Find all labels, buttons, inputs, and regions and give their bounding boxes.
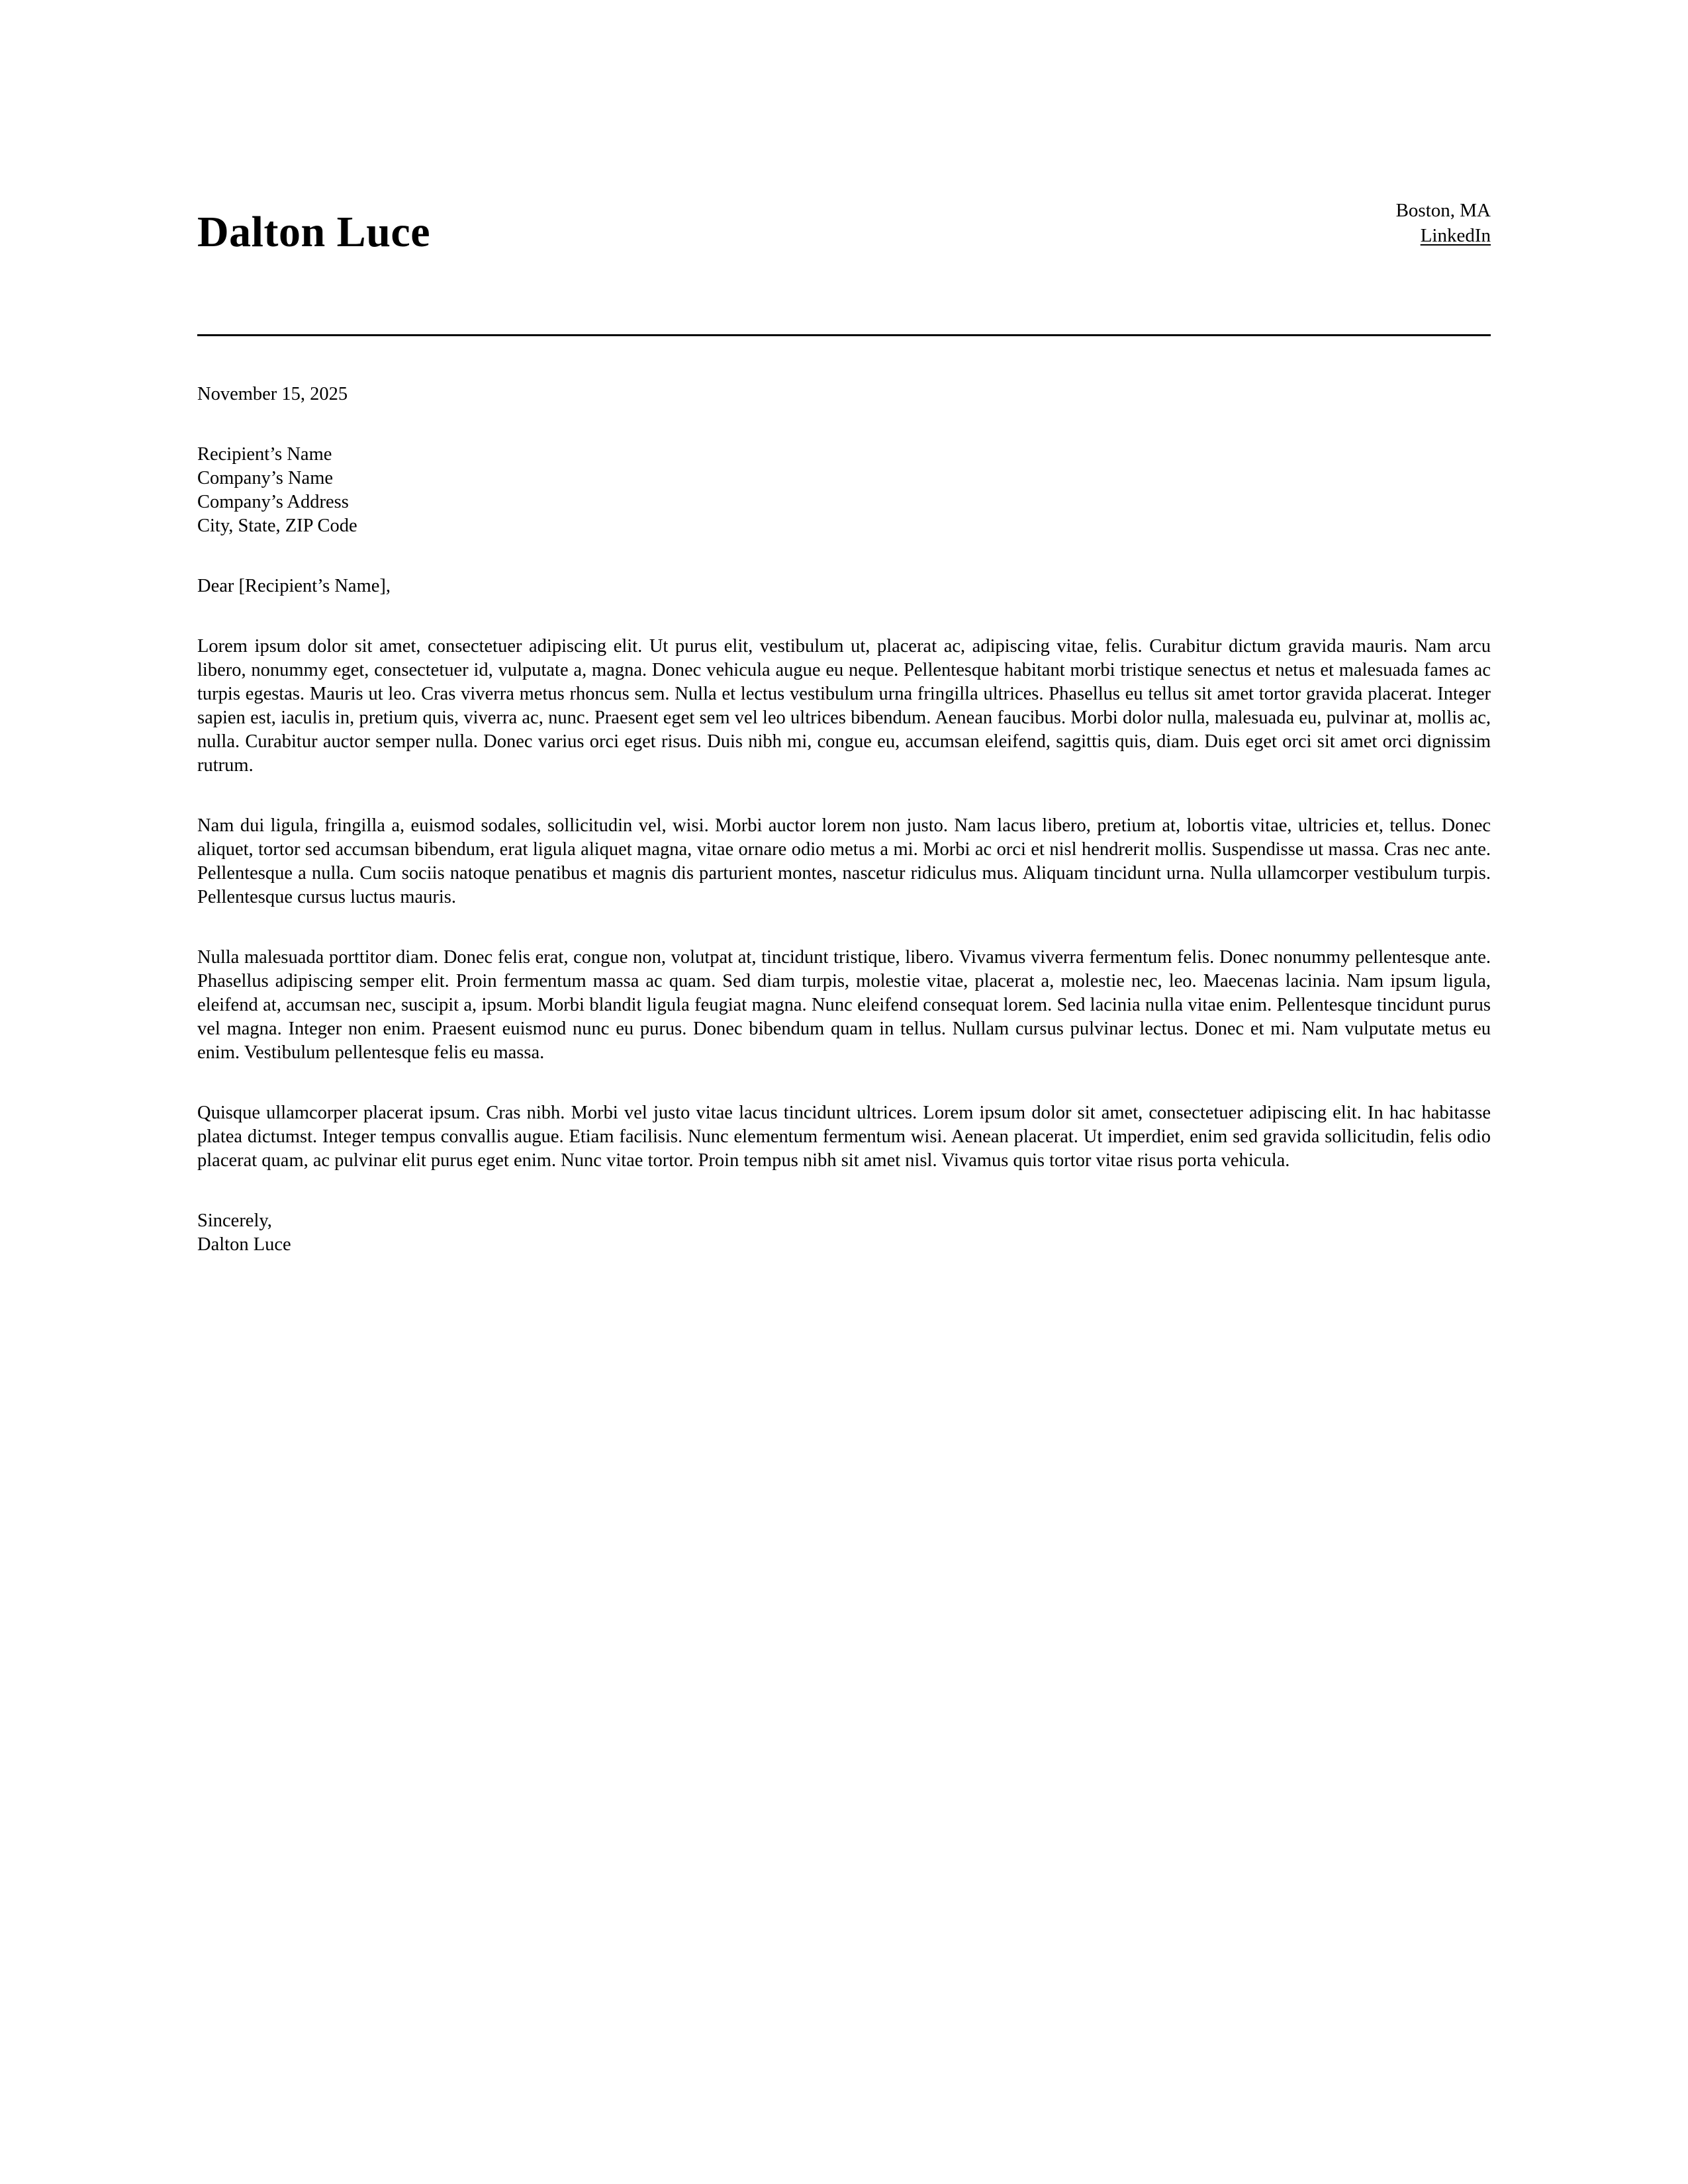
letter-date: November 15, 2025	[197, 384, 348, 404]
recipient-company: Company’s Name	[197, 468, 334, 488]
recipient-city-state-zip: City, State, ZIP Code	[197, 516, 357, 536]
body-paragraph: Nulla malesuada porttitor diam. Donec felis erat, congue non, volutpat at, tincidunt tristique, libero. Vivamus viverra fermentum felis. Donec nonummy pellentesque ante. Phasellus adipiscing semper elit. Proin fermentum massa ac quam. Sed diam turpis, molestie vitae, placerat a, molestie nec, leo. Maecenas lacinia. Nam ipsum ligula, eleifend at, accumsan nec, suscipit a, ipsum. Morbi blandit ligula feugiat magna. Nunc eleifend consequat lorem. Sed lacinia nulla vitae enim. Pellentesque tincidunt purus vel magna. Integer non enim. Praesent euismod nunc eu purus. Donec bibendum quam in tellus. Nullam cursus pulvinar lectus. Donec et mi. Nam vulputate metus eu enim. Vestibulum pellentesque felis eu massa.	[197, 947, 1491, 1063]
sender-location: Boston, MA	[1395, 200, 1491, 221]
linkedin-line	[1396, 224, 1491, 249]
letter-content-area	[197, 0, 1491, 2184]
recipient-name: Recipient’s Name	[197, 444, 332, 465]
letterhead	[197, 199, 1491, 254]
body-paragraph: Lorem ipsum dolor sit amet, consectetuer adipiscing elit. Ut purus elit, vestibulum ut, placerat ac, adipiscing vitae, felis. Curabitur dictum gravida mauris. Nam arcu libero, nonummy eget, consectetuer id, vulputate a, magna. Donec vehicula augue eu neque. Pellentesque habitant morbi tristique senectus et netus et malesuada fames ac turpis egestas. Mauris ut leo. Cras viverra metus rhoncus sem. Nulla et lectus vestibulum urna fringilla ultrices. Phasellus eu tellus sit amet tortor gravida placerat. Integer sapien est, iaculis in, pretium quis, viverra ac, nunc. Praesent eget sem vel leo ultrices bibendum. Aenean faucibus. Morbi dolor nulla, malesuada eu, pulvinar at, mollis ac, nulla. Curabitur auctor semper nulla. Donec varius orci eget risus. Duis nibh mi, congue eu, accumsan eleifend, sagittis quis, diam. Duis eget orci sit amet orci dignissim rutrum.	[197, 636, 1491, 776]
header-divider	[197, 334, 1491, 336]
body-paragraph: Quisque ullamcorper placerat ipsum. Cras nibh. Morbi vel justo vitae lacus tincidunt ultrices. Lorem ipsum dolor sit amet, consectetuer adipiscing elit. In hac habitasse platea dictumst. Integer tempus convallis augue. Etiam facilisis. Nunc elementum fermentum wisi. Aenean placerat. Ut imperdiet, enim sed gravida sollicitudin, felis odio placerat quam, ac pulvinar elit purus eget enim. Nunc vitae tortor. Proin tempus nibh sit amet nisl. Vivamus quis tortor vitae risus porta vehicula.	[197, 1103, 1491, 1171]
contact-info-block	[1396, 199, 1491, 248]
sender-name: Dalton Luce	[197, 208, 430, 256]
closing-salutation: Sincerely,	[197, 1210, 272, 1231]
salutation: Dear [Recipient’s Name],	[197, 576, 391, 596]
body-paragraph: Nam dui ligula, fringilla a, euismod sodales, sollicitudin vel, wisi. Morbi auctor lorem non justo. Nam lacus libero, pretium at, lobortis vitae, ultricies et, tellus. Donec aliquet, tortor sed accumsan bibendum, erat ligula aliquet magna, vitae ornare odio metus a mi. Morbi ac orci et nisl hendrerit mollis. Suspendisse ut massa. Cras nec ante. Pellentesque a nulla. Cum sociis natoque penatibus et magnis dis parturient montes, nascetur ridiculus mus. Aliquam tincidunt urna. Nulla ullamcorper vestibulum turpis. Pellentesque cursus luctus mauris.	[197, 815, 1491, 907]
closing-block	[197, 1209, 1491, 1257]
sender-name-block	[197, 199, 430, 254]
recipient-address-block	[197, 443, 1491, 538]
letter-body	[197, 383, 1491, 1257]
signature-name: Dalton Luce	[197, 1234, 291, 1255]
linkedin-link[interactable]: LinkedIn	[1420, 224, 1491, 246]
recipient-street-address: Company’s Address	[197, 492, 349, 512]
